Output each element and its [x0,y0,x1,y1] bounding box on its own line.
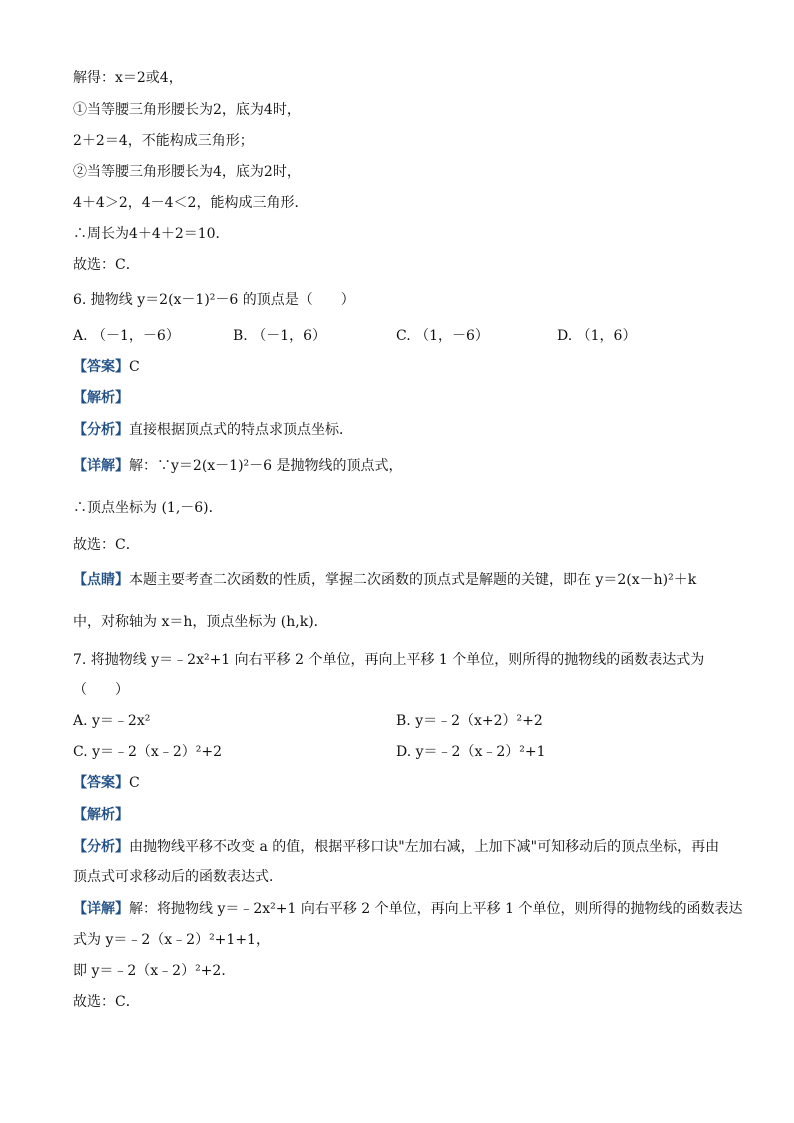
q6-answer [73,357,140,377]
dianjing-tag: 【点睛】 [73,572,129,588]
answer-value: C [129,359,140,375]
solution-line-2: ①当等腰三角形腰长为2，底为4时， [73,102,301,118]
xiangjie-tag: 【详解】 [73,458,129,474]
q6-stem: 6. 抛物线 y＝2(x－1)²－6 的顶点是（ ） [73,292,355,308]
analysis-tag: 【解析】 [73,807,129,823]
q7-fenxi-1 [73,837,719,857]
q6-option-c: C. （1，－6） [396,328,489,344]
xiangjie-text: 解：∵y＝2(x－1)²－6 是抛物线的顶点式， [129,458,403,474]
q6-choose: 故选：C． [73,537,140,553]
q7-xiangjie-3: 即 y＝﹣2（x﹣2）²+2． [73,963,236,979]
solution-choose: 故选：C． [73,257,140,273]
q7-option-b: B. y＝﹣2（x+2）²+2 [396,713,543,729]
q7-choose: 故选：C． [73,994,140,1010]
dianjing-text: 本题主要考查二次函数的性质，掌握二次函数的顶点式是解题的关键，即在 y＝2(x－h)²＋k [129,572,697,588]
xiangjie-tag: 【详解】 [73,901,129,917]
xiangjie-text: 解：将抛物线 y＝﹣2x²+1 向右平移 2 个单位，再向上平移 1 个单位，则所得的抛物线的函数表达 [129,901,743,917]
solution-line-6: ∴周长为4＋4＋2＝10． [73,226,230,242]
q7-analysis [73,805,129,825]
q6-dianjing-2: 中，对称轴为 x＝h，顶点坐标为 (h,k)． [73,614,328,630]
fenxi-tag: 【分析】 [73,839,129,855]
fenxi-text: 直接根据顶点式的特点求顶点坐标． [129,422,353,438]
q6-option-a: A. （－1，－6） [73,328,180,344]
q7-fenxi-2: 顶点式可求移动后的函数表达式． [73,869,283,885]
q7-option-d: D. y＝﹣2（x﹣2）²+1 [396,744,546,760]
fenxi-text: 由抛物线平移不改变 a 的值，根据平移口诀"左加右减，上加下减"可知移动后的顶点坐标，再由 [129,839,720,855]
solution-line-3: 2＋2＝4，不能构成三角形； [73,133,254,149]
solution-line-1: 解得：x＝2或4， [73,70,183,86]
q7-xiangjie-2: 式为 y＝﹣2（x﹣2）²+1+1， [73,932,270,948]
q6-coord: ∴顶点坐标为 (1,－6)． [73,500,223,516]
solution-line-5: 4＋4＞2，4－4＜2，能构成三角形． [73,195,309,211]
q7-answer [73,773,140,793]
q7-stem-1: 7. 将抛物线 y＝﹣2x²+1 向右平移 2 个单位，再向上平移 1 个单位，则所得的抛物线的函数表达式为 [73,652,705,668]
answer-tag: 【答案】 [73,359,129,375]
q6-option-d: D. （1，6） [557,328,637,344]
q7-stem-2: （ ） [73,682,129,698]
analysis-tag: 【解析】 [73,390,129,406]
q6-fenxi [73,420,353,440]
answer-value: C [129,775,140,791]
q7-xiangjie-1 [73,899,742,919]
answer-tag: 【答案】 [73,775,129,791]
solution-line-4: ②当等腰三角形腰长为4，底为2时， [73,164,301,180]
q7-option-c: C. y＝﹣2（x﹣2）²+2 [73,744,222,760]
q7-option-a: A. y＝﹣2x² [73,713,151,729]
q6-analysis [73,388,129,408]
q6-xiangjie [73,456,403,476]
q6-option-b: B. （－1，6） [233,328,327,344]
fenxi-tag: 【分析】 [73,422,129,438]
q6-dianjing-1 [73,570,696,590]
